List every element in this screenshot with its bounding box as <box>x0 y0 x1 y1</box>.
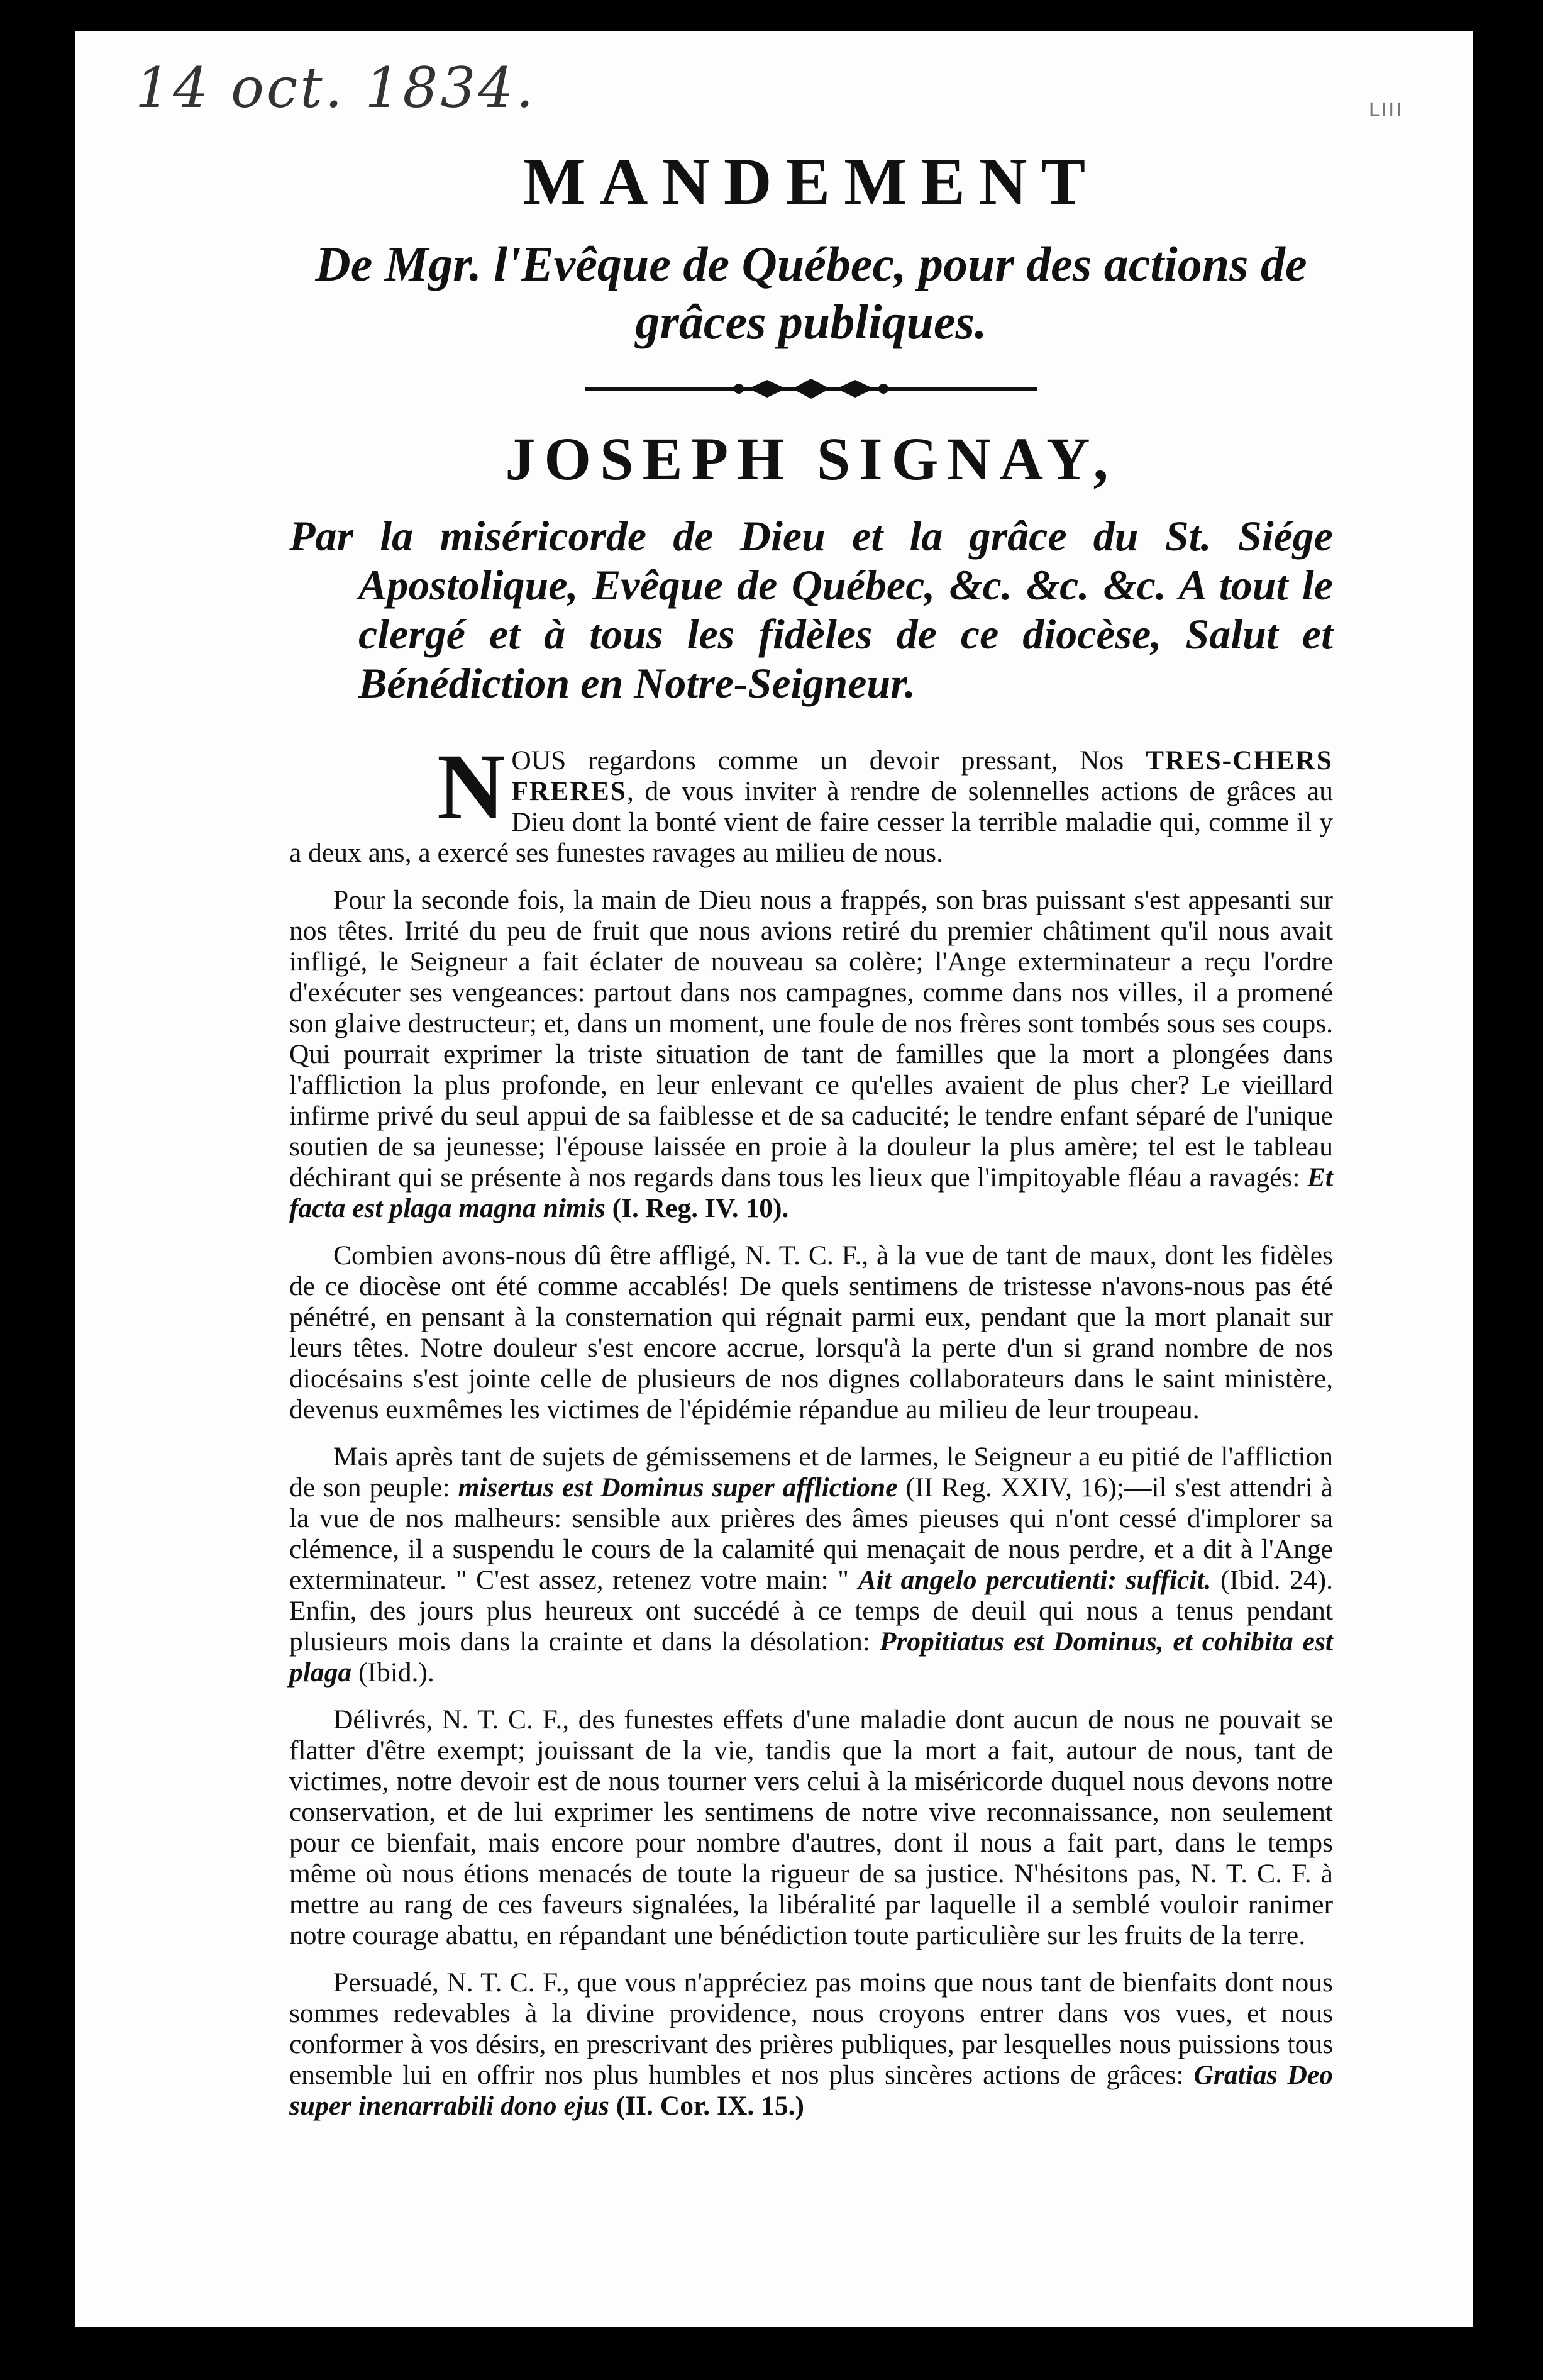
paragraph-1 <box>289 735 1333 869</box>
paragraph-2 <box>289 885 1333 1224</box>
scripture-reference: (II. Cor. IX. 15.) <box>609 2091 804 2121</box>
paragraph-4 <box>289 1442 1333 1688</box>
paragraph-6 <box>289 1967 1333 2121</box>
paragraph-text: (II Reg. XXIV, 16);—il s'est attendri à la vue de nos malheurs: sensible aux prières des âmes pieuses qui n'ont cessé d'implorer sa clémence, il a suspendu le cours de la calamité qui menaçait de nous perdre, et a dit à l'Ange exterminateur. " C'est assez, retenez votre main: " <box>289 1472 1333 1595</box>
document-page <box>75 31 1473 2327</box>
document-subtitle: De Mgr. l'Evêque de Québec, pour des actions de grâces publiques. <box>315 236 1307 349</box>
bishop-name: JOSEPH SIGNAY, <box>505 425 1117 492</box>
paragraph-text: (Ibid.). <box>351 1657 434 1688</box>
paragraph-text: Persuadé, N. T. C. F., que vous n'appréciez pas moins que nous tant de bienfaits dont nous sommes redevables à la divine providence, nous croyons entrer dans vos vues, et nous conformer à vos désirs, en prescrivant des prières publiques, par lesquelles nous puissions tous ensemble lui en offrir nos plus humbles et nos plus sincères actions de grâces: <box>289 1967 1333 2090</box>
latin-quote: Propitiatus est Dominus, et cohibita est plaga <box>289 1627 1333 1688</box>
document-title: MANDEMENT <box>523 145 1100 218</box>
paragraph-text: Combien avons-nous dû être affligé, N. T. C. F., à la vue de tant de maux, dont les fidèles de ce diocèse ont été comme accablés! De quels sentimens de tristesse n'avons-nous pas été pénétré, en pensant à la consternation qui régnait parmi eux, pendant que la mort planait sur leurs têtes. Notre douleur s'est encore accrue, lorsqu'à la perte d'un si grand nombre de nos diocésains s'est jointe celle de plusieurs de nos dignes collaborateurs dans le saint ministère, devenus euxmêmes les victimes de l'épidémie répandue au milieu de leur troupeau. <box>289 1240 1333 1425</box>
latin-quote: Gratias Deo super inenarrabili dono ejus <box>289 2060 1333 2121</box>
paragraph-lead: OUS regardons comme un devoir pressant, Nos <box>511 745 1146 776</box>
ornament-divider-icon <box>560 376 1063 401</box>
paragraph-text: Délivrés, N. T. C. F., des funestes effets d'une maladie dont aucun de nous ne pouvait se flatter d'être exempt; jouissant de la vie, tandis que la mort a fait, autour de nous, tant de victimes, notre devoir est de nous tourner vers celui à la miséricorde duquel nous devons notre conservation, et de lui exprimer les sentimens de notre vive reconnaissance, non seulement pour ce bienfait, mais encore pour nombre d'autres, dont il nous a fait part, dans le temps même où nous étions menacés de toute la rigueur de sa justice. N'hésitons pas, N. T. C. F. à mettre au rang de ces faveurs signalées, la libéralité par laquelle il a semblé vouloir ranimer notre courage abattu, en répandant une bénédiction toute particulière sur les fruits de la terre. <box>289 1704 1333 1950</box>
document-body <box>289 126 1333 2138</box>
latin-quote: misertus est Dominus super afflictione <box>458 1472 898 1503</box>
scripture-reference: (I. Reg. IV. 10). <box>605 1193 789 1223</box>
paragraph-5 <box>289 1704 1333 1951</box>
paragraph-text: Pour la seconde fois, la main de Dieu nous a frappés, son bras puissant s'est appesanti sur nos têtes. Irrité du peu de fruit que nous avions retiré du premier châtiment qu'il nous avait infligé, le Seigneur a fait éclater de nouveau sa colère; l'Ange exterminateur a reçu l'ordre d'exécuter ses vengeances: partout dans nos campagnes, comme dans nos villes, il a promené son glaive destructeur; et, dans un moment, une foule de nos frères sont tombés sous ses coups. Qui pourrait exprimer la triste situation de tant de familles que la mort a plongées dans l'affliction la plus profonde, en leur enlevant ce qu'elles avaient de plus cher? Le vieillard infirme privé du seul appui de sa faiblesse et de sa caducité; le tendre enfant séparé de l'unique soutien de sa jeunesse; l'épouse laissée en proie à la douleur la plus amère; tel est le tableau déchirant qui se présente à nos regards dans tous les lieux que l'impitoyable fléau a ravagés: <box>289 885 1333 1193</box>
paragraph-text: (Ibid. 24). Enfin, des jours plus heureux ont succédé à ce temps de deuil qui nous a tenus pendant plusieurs mois dans la crainte et dans la désolation: <box>289 1565 1333 1657</box>
drop-cap: N <box>437 735 506 839</box>
paragraph-3 <box>289 1240 1333 1425</box>
latin-quote: Et facta est plaga magna nimis <box>289 1162 1333 1223</box>
address-smallcaps: TRES-CHERS FRERES <box>511 745 1333 806</box>
handwritten-date: 14 oct. 1834. <box>135 55 536 120</box>
paragraph-text: , de vous inviter à rendre de solennelles actions de grâces au Dieu dont la bonté vient de faire cesser la terrible maladie qui, comme il y a deux ans, a exercé ses funestes ravages au milieu de nous. <box>289 776 1333 868</box>
greeting: Par la miséricorde de Dieu et la grâce du St. Siége Apostolique, Evêque de Québec, &c. &c. &c. A tout le clergé et à tous les fidèles de ce diocèse, Salut et Bénédiction en Notre-Seigneur. <box>289 512 1333 707</box>
latin-quote: Ait angelo percutienti: sufficit. <box>858 1565 1212 1595</box>
paragraph-text: Mais après tant de sujets de gémissemens et de larmes, le Seigneur a eu pitié de l'affliction de son peuple: <box>289 1442 1333 1503</box>
archive-mark: LIII <box>1368 99 1403 121</box>
